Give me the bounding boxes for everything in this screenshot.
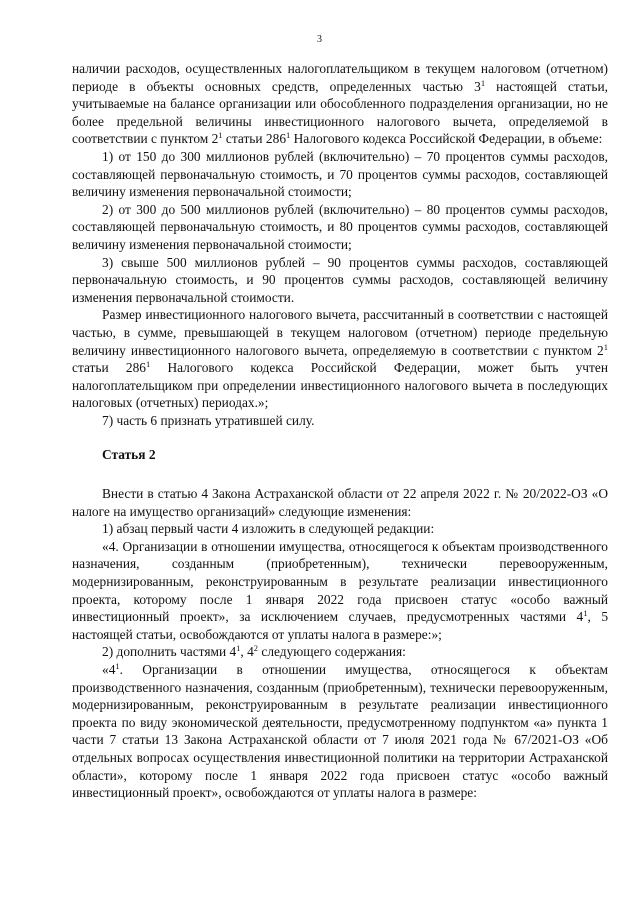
article-heading: Статья 2 — [102, 447, 156, 463]
list-item-7: 7) часть 6 признать утратившей силу. — [102, 412, 315, 428]
list-item-1: 1) от 150 до 300 миллионов рублей (включительно) – 70 процентов суммы расходов, составляющей первоначальную стоимость, и 70 процентов суммы расходов, составляющей величину изменения первоначальной стоимости; — [72, 148, 608, 200]
article-2-intro: Внести в статью 4 Закона Астраханской области от 22 апреля 2022 г. № 20/2022-ОЗ «О налоге на имущество организаций» следующие изменения: — [72, 486, 608, 519]
quote-part-4-1: «$4^1$. Организации в отношении имущества, относящегося к объектам производственного назначения, созданным (приобретенным), технически перевооруженным, модернизированным, реконструированным в результате реализации инвестиционного проекта по виду экономической деятельности, предусмотренному подпунктом «а» пункта 1 части 7 статьи 13 Закона Астраханской области от 7 июля 2021 года № 67/2021-ОЗ «Об отдельных вопросах осуществления инвестиционной политики на территории Астраханской области», которому после 1 января 2022 года присвоен статус «особо важный инвестиционный проект», освобождаются от уплаты налога в размере: — [72, 661, 608, 801]
list-item-3: 3) свыше 500 миллионов рублей – 90 процентов суммы расходов, составляющей первоначальную стоимость, и 90 процентов суммы расходов, составляющей величину изменения первоначальной стоимости. — [72, 254, 608, 305]
list-item-2: 2) от 300 до 500 миллионов рублей (включительно) – 80 процентов суммы расходов, составляющей первоначальную стоимость, и 80 процентов суммы расходов, составляющей величину изменения первоначальной стоимости; — [72, 201, 608, 252]
article-2-item-1: 1) абзац первый части 4 изложить в следующей редакции: — [102, 521, 435, 537]
article-2-item-2: 2) дополнить частями $4^1$, $4^2$ следующего содержания: — [102, 643, 406, 660]
paragraph-deduction-size: Размер инвестиционного налогового вычета, рассчитанный в соответствии с настоящей частью, в сумме, превышающей в текущем налоговом (отчетном) периоде предельную величину инвестиционного налогового вычета, определяемую в соответствии с пунктом $2^1$ статьи $286^1$ Налогового кодекса Российской Федерации, может быть учтен налогоплательщиком при определении инвестиционного налогового вычета в последующих налоговых (отчетных) периодах.»; — [72, 307, 608, 411]
paragraph-deduction-conditions: наличии расходов, осуществленных налогоплательщиком в текущем налоговом (отчетном) периоде в объекты основных средств, определенных частью $3^1$ настоящей статьи, учитываемые на балансе организации или обособленного подразделения организации, но не более предельной величины инвестиционного налогового вычета, определяемой в соответствии с пунктом $2^1$ статьи $286^1$ Налогового кодекса Российской Федерации, в объеме: — [72, 61, 608, 147]
page-number: 3 — [317, 34, 322, 45]
quote-part-4: «4. Организации в отношении имущества, относящегося к объектам производственного назначения, созданным (приобретенным), технически перевооруженным, модернизированным, реконструированным в результате реализации инвестиционного проекта, которому после 1 января 2022 года присвоен статус «особо важный инвестиционный проект», за исключением случаев, предусмотренных частями $4^1$, 5 настоящей статьи, освобождаются от уплаты налога в размере:»; — [72, 538, 609, 642]
document-body — [72, 60, 608, 802]
